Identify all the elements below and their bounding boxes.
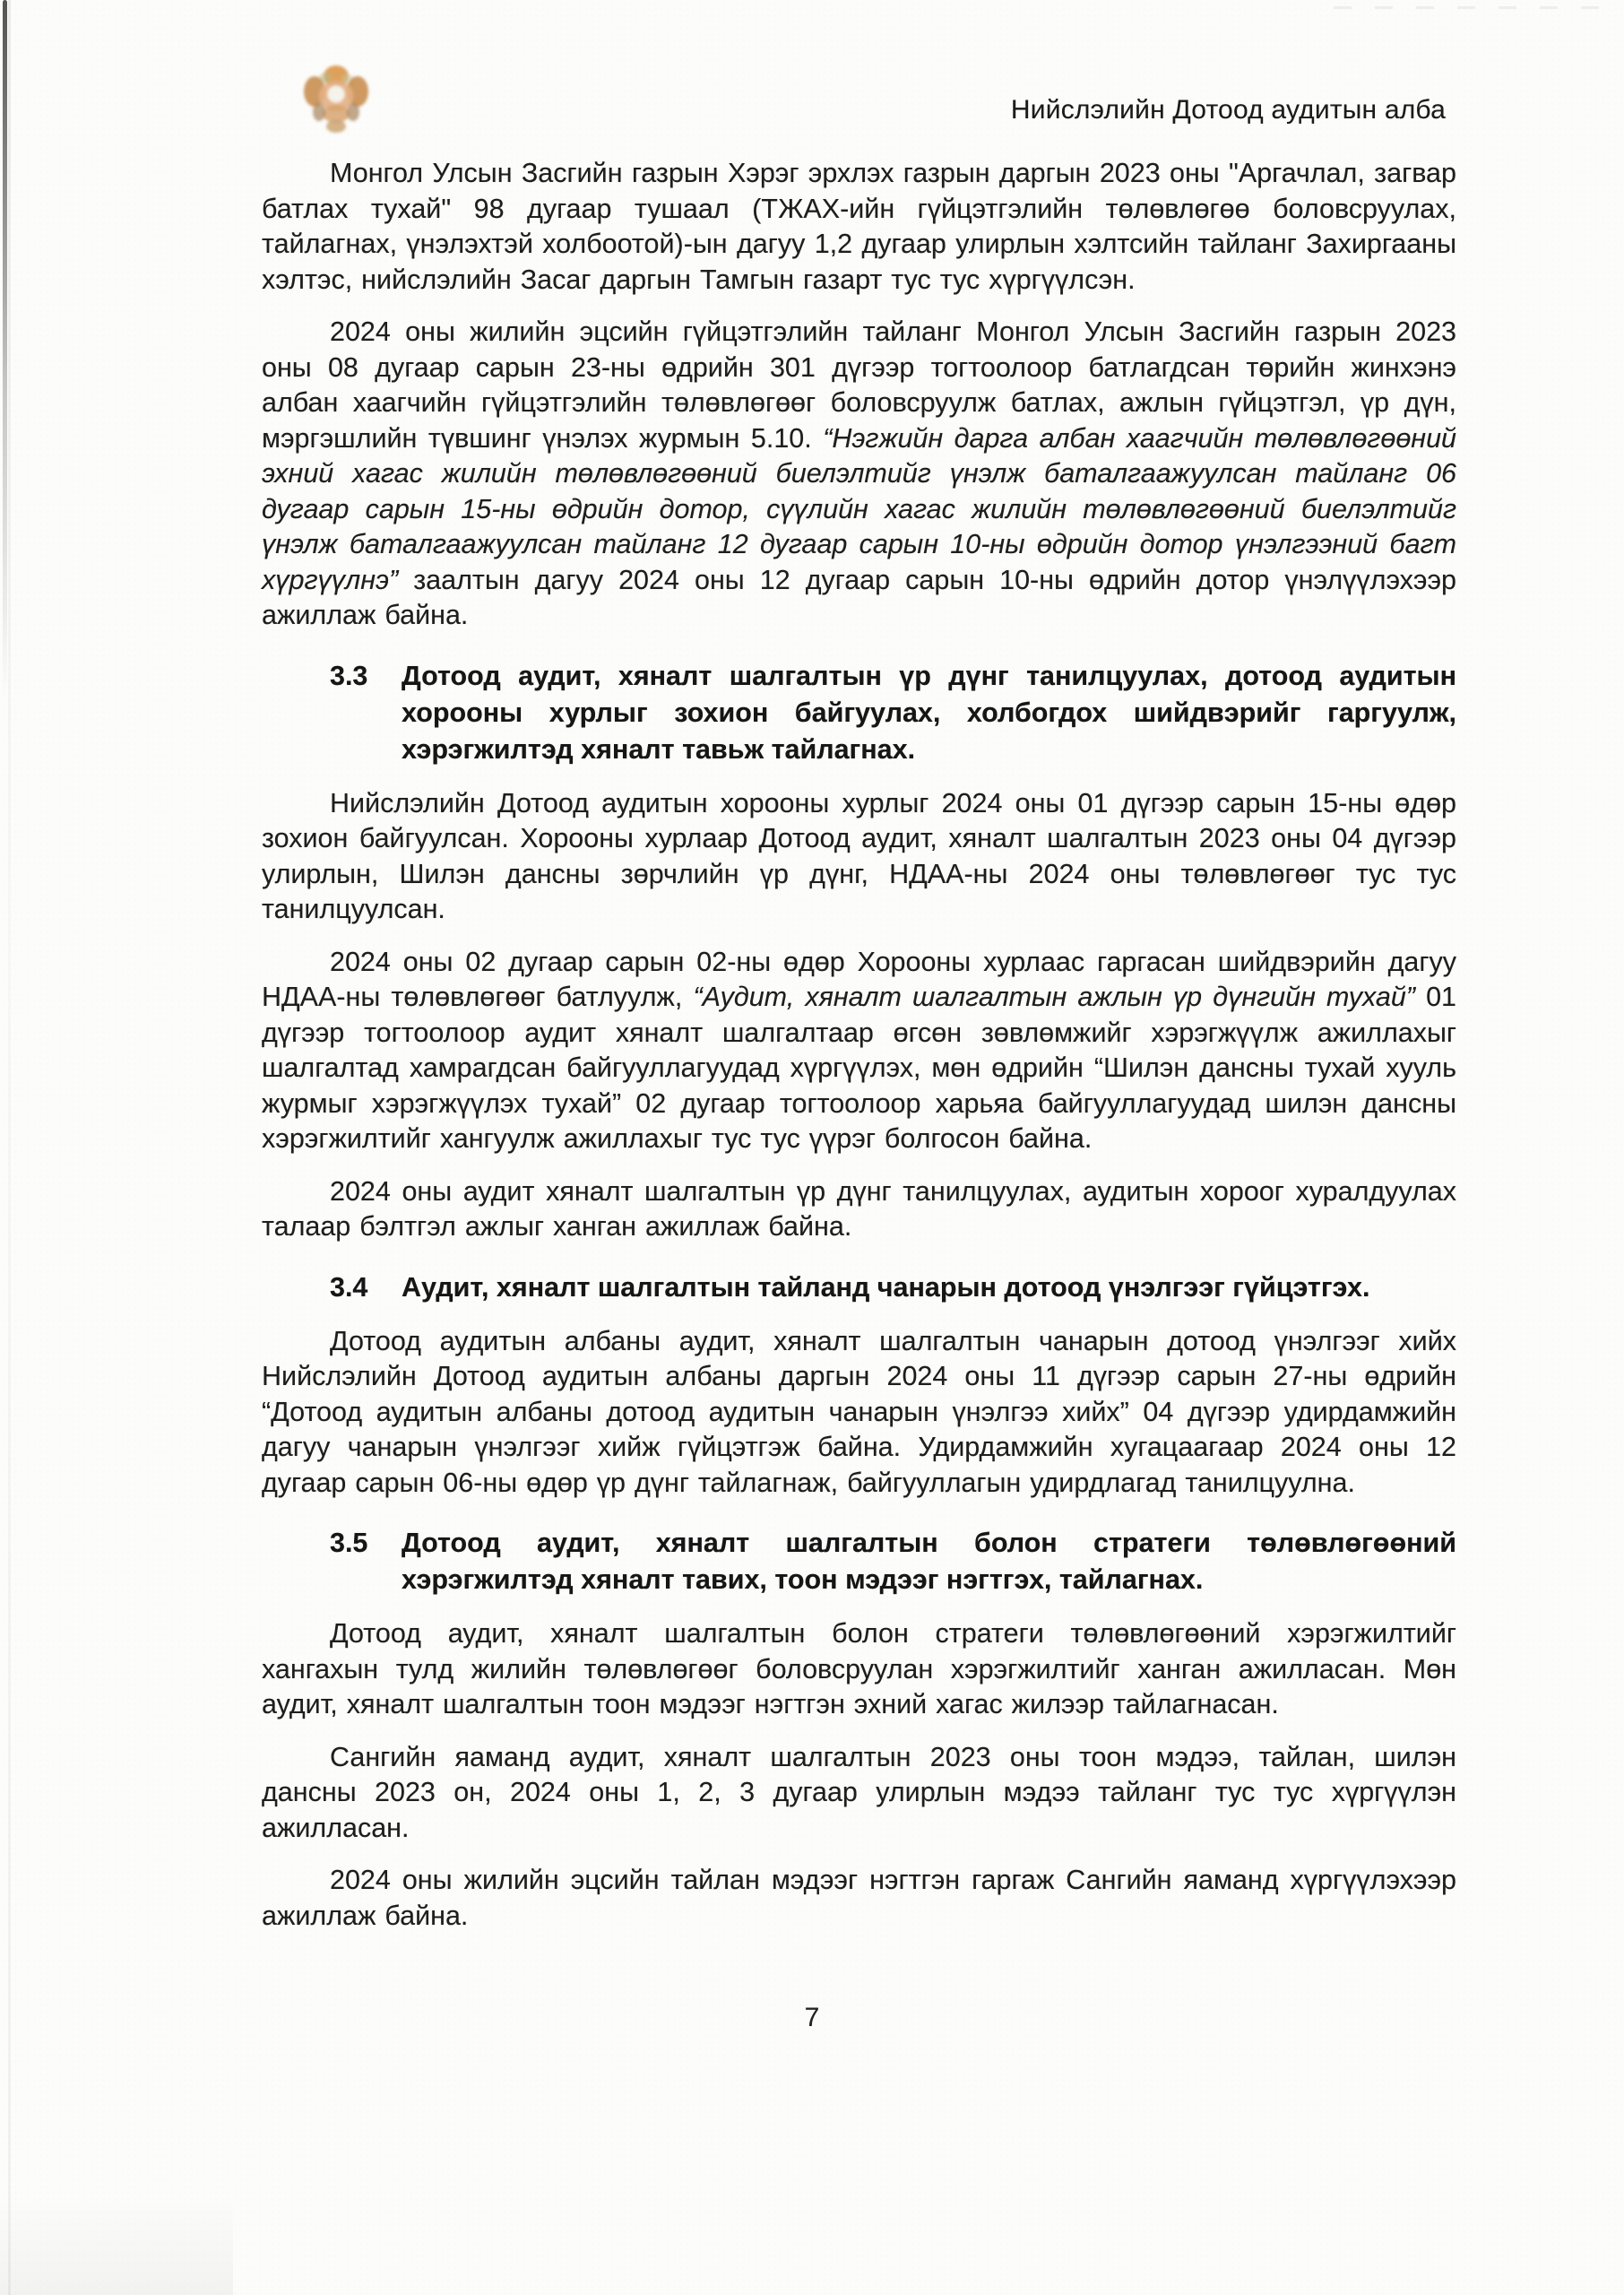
section-title: Аудит, хяналт шалгалтын тайланд чанарын дотоод үнэлгээг гүйцэтгэх. xyxy=(402,1271,1370,1303)
paragraph-8: Сангийн яаманд аудит, хяналт шалгалтын 2023 оны тоон мэдээ, тайлан, шилэн дансны 2023 он, 2024 оны 1, 2, 3 дугаар улирлын мэдээ тайланг тус тус хүргүүлэн ажилласан. xyxy=(262,1741,1456,1843)
scan-bottom-artifact xyxy=(0,2169,233,2295)
paragraph-6: Дотоод аудитын албаны аудит, хяналт шалгалтын чанарын дотоод үнэлгээг хийх Нийслэлийн Дотоод аудитын албаны даргын 2024 оны 11 дүгээр сарын 27-ны өдрийн “Дотоод аудитын албаны дотоод аудитын чанарын үнэлгээ хийх” 04 дүгээр удирдамжийн дагуу чанарын үнэлгээг хийж гүйцэтгэж байна. Удирдамжийн хугацаагаар 2024 оны 12 дугаар сарын 06-ны өдөр үр дүнг тайлагнаж, байгууллагын удирдлагад танилцуулна. xyxy=(262,1325,1456,1498)
section-title: Дотоод аудит, хяналт шалгалтын болон стратеги төлөвлөгөөний хэрэгжилтэд хяналт тавих, тоон мэдээг нэгтгэх, тайлагнах. xyxy=(402,1528,1456,1595)
paragraph-4 xyxy=(262,945,1456,1157)
scan-edge-artifact-faint xyxy=(8,0,11,2295)
paragraph-4-text-end: 01 дүгээр тогтоолоор аудит хяналт шалгалтаар өгсөн зөвлөмжийг хэрэгжүүлж ажиллахыг шалгалтад хамрагдсан байгууллагуудад хүргүүлэх, мөн өдрийн “Шилэн дансны тухай хууль журмыг хэрэгжүүлэх тухай” 02 дугаар тогтоолоор харьяа байгууллагуудад шилэн дансны хэрэгжилтийг хангуулж ажиллахыг тус тус үүрэг болгосон байна. xyxy=(262,982,1456,1154)
paragraph-5: 2024 оны аудит хяналт шалгалтын үр дүнг танилцуулах, аудитын хороог хуралдуулах талаар бэлтгэл ажлыг ханган ажиллаж байна. xyxy=(262,1175,1456,1242)
paragraph-7: Дотоод аудит, хяналт шалгалтын болон стратеги төлөвлөгөөний хэрэгжилтийг хангахын тулд жилийн төлөвлөгөөг боловсруулан хэрэгжилтийг ханган ажилласан. Мөн аудит, хяналт шалгалтын тоон мэдээг нэгтгэн эхний хагас жилээр тайлагнасан. xyxy=(262,1618,1456,1719)
paragraph-9: 2024 оны жилийн эцсийн тайлан мэдээг нэгтгэн гаргаж Сангийн яаманд хүргүүлэхээр ажиллаж байна. xyxy=(262,1865,1456,1931)
section-heading-3-5 xyxy=(262,1525,1456,1598)
section-heading-3-3 xyxy=(262,658,1456,768)
scan-edge-artifact xyxy=(3,0,7,699)
paragraph-2-text: 2024 оны жилийн эцсийн гүйцэтгэлийн тайланг Монгол Улсын Засгийн газрын 2023 оны 08 дугаар сарын 23-ны өдрийн 301 дүгээр тогтоолоор батлагдсан төрийн жинхэнэ албан хаагчийн гүйцэтгэлийн төлөвлөгөөг боловсруулж батлах, ажлын гүйцэтгэл, үр дүн, мэргэшлийн түвшинг үнэлэх журмын 5.10. xyxy=(262,316,1456,454)
paragraph-2-quote: “Нэгжийн дарга албан хаагчийн төлөвлөгөөний эхний хагас жилийн төлөвлөгөөний биелэлтийг үнэлж баталгаажуулсан тайланг 06 дугаар сарын 15-ны өдрийн дотор, сүүлийн хагас жилийн төлөвлөгөөний биелэлтийг үнэлж баталгаажуулсан тайланг 12 дугаар сарын 10-ны өдрийн дотор үнэлгээний багт хүргүүлнэ” xyxy=(262,422,1456,595)
org-header: Нийслэлийн Дотоод аудитын алба xyxy=(1010,95,1446,125)
section-number: 3.5 xyxy=(330,1528,368,1558)
section-title: Дотоод аудит, хяналт шалгалтын үр дүнг танилцуулах, дотоод аудитын хорооны хурлыг зохион байгуулах, холбогдох шийдвэрийг гаргуулж, хэрэгжилтэд хяналт тавьж тайлагнах. xyxy=(402,660,1456,765)
paragraph-4-quote: “Аудит, хяналт шалгалтын ажлын үр дүнгийн тухай” xyxy=(693,982,1415,1012)
paragraph-4-text: 2024 оны 02 дугаар сарын 02-ны өдөр Хорооны хурлаас гаргасан шийдвэрийн дагуу НДАА-ны төлөвлөгөөг батлуулж, xyxy=(262,946,1456,1012)
section-heading-3-4 xyxy=(262,1269,1456,1306)
paragraph-3: Нийслэлийн Дотоод аудитын хорооны хурлыг 2024 оны 01 дүгээр сарын 15-ны өдөр зохион байгуулсан. Хорооны хурлаар Дотоод аудит, хяналт шалгалтын 2023 оны 04 дүгээр улирлын, Шилэн дансны зөрчлийн үр дүнг, НДАА-ны 2024 оны төлөвлөгөөг тус тус танилцуулсан. xyxy=(262,787,1456,924)
page-number: 7 xyxy=(804,2003,820,2032)
paragraph-1: Монгол Улсын Засгийн газрын Хэрэг эрхлэх газрын даргын 2023 оны "Аргачлал, загвар батлах тухай" 98 дугаар тушаал (ТЖАХ-ийн гүйцэтгэлийн төлөвлөгөө боловсруулах, тайлагнах, үнэлэхтэй холбоотой)-ын дагуу 1,2 дугаар улирлын хэлтсийн тайланг Захиргааны хэлтэс, нийслэлийн Засаг даргын Тамгын газарт тус тус хүргүүлсэн. xyxy=(262,158,1456,295)
section-number: 3.4 xyxy=(330,1271,368,1303)
section-number: 3.3 xyxy=(330,660,368,691)
paragraph-2 xyxy=(262,315,1456,634)
document-body xyxy=(262,0,1456,1934)
paragraph-2-text-end: заалтын дагуу 2024 оны 12 дугаар сарын 10-ны өдрийн дотор үнэлүүлэхээр ажиллаж байна. xyxy=(262,564,1456,630)
